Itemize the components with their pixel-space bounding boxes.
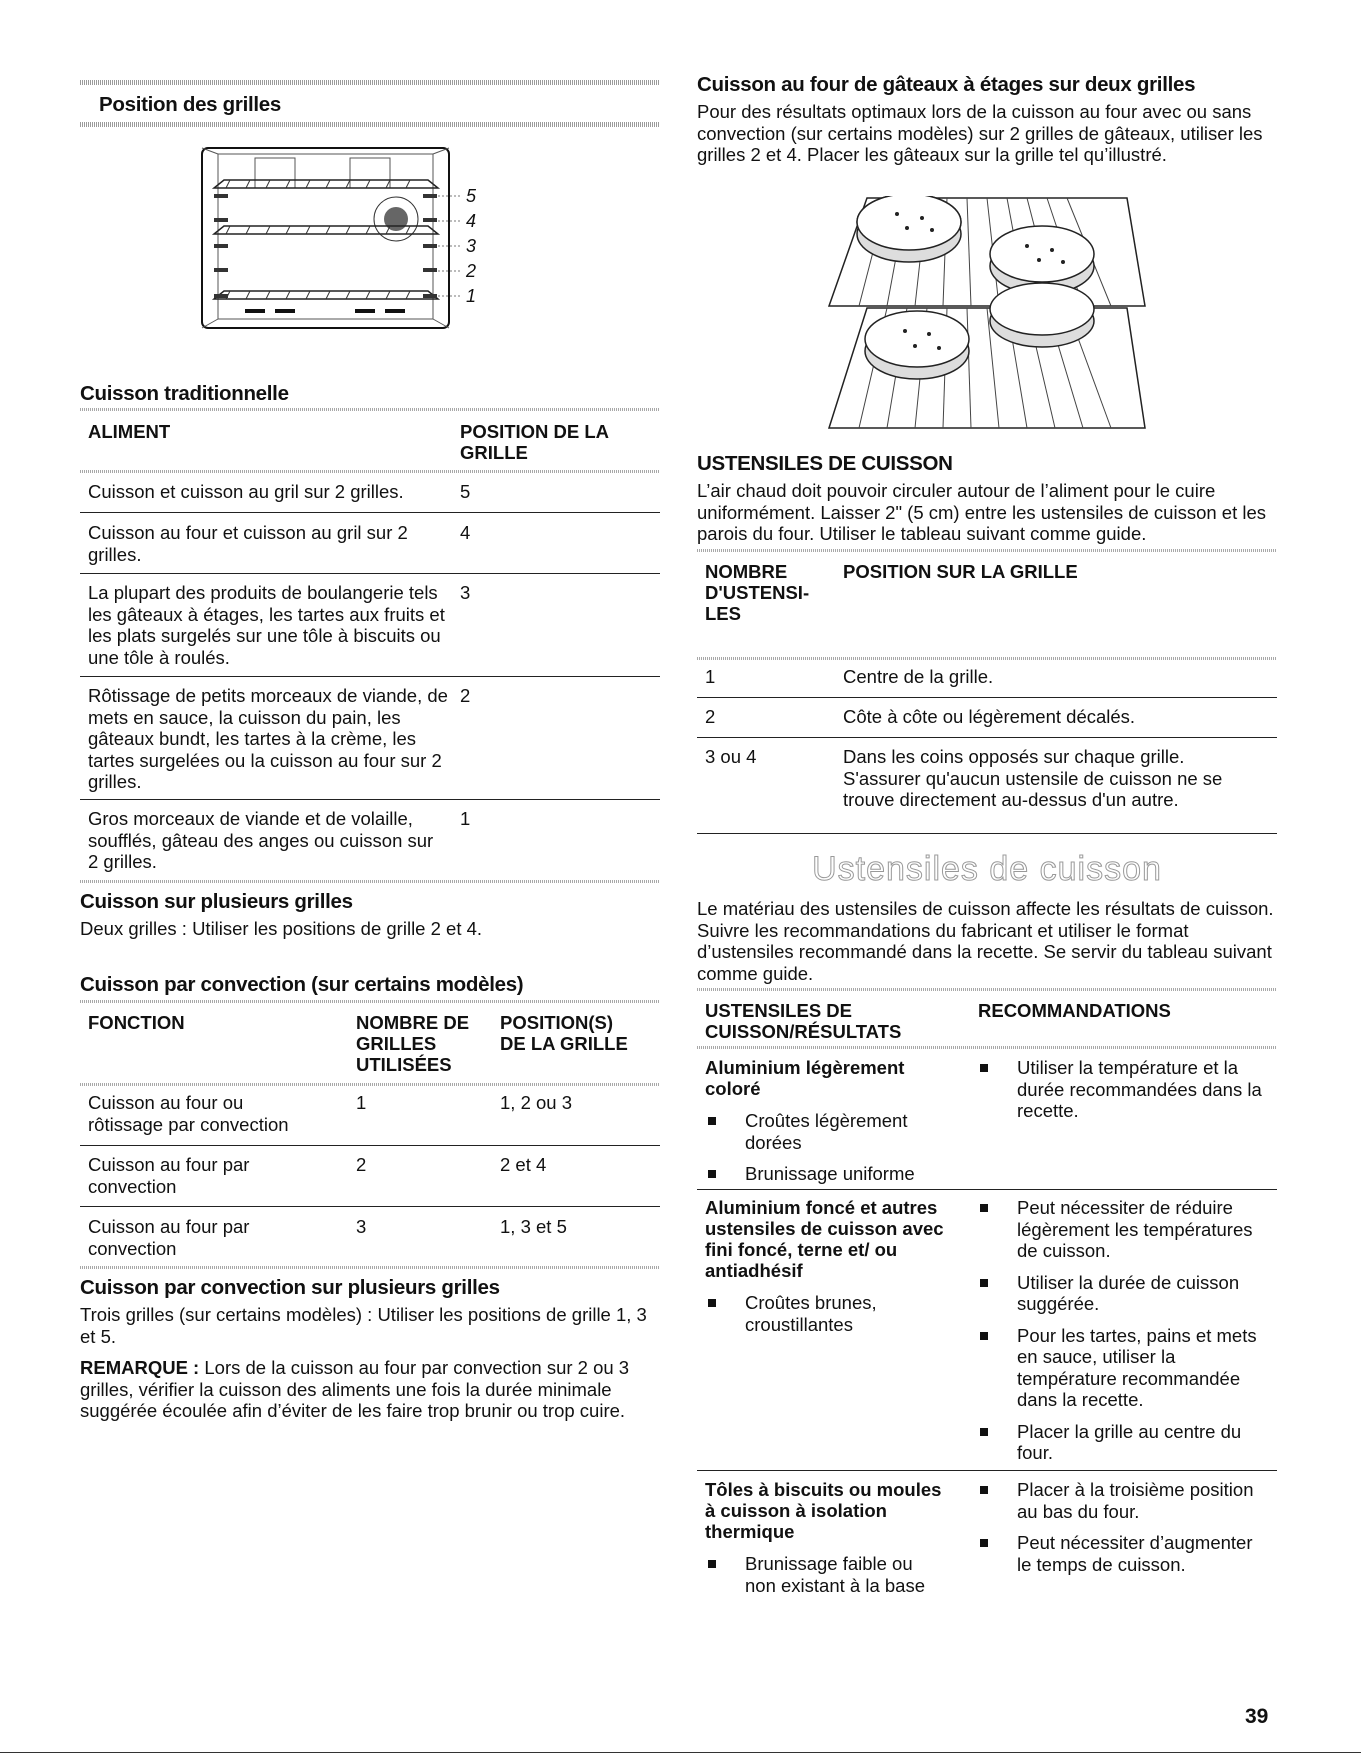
rack-numbers xyxy=(466,184,486,309)
recommendation-item: Peut nécessiter d’augmenter le temps de cuisson. xyxy=(977,1532,1267,1575)
result-item: Brunissage uniforme xyxy=(705,1163,945,1185)
multi-rack-text: Deux grilles : Utiliser les positions de grille 2 et 4. xyxy=(80,918,483,939)
divider xyxy=(697,549,1277,552)
table-cell-count: 1 xyxy=(705,666,716,687)
table-cell-position: Centre de la grille. xyxy=(843,666,994,687)
bakeware-title: Ustensiles de cuisson xyxy=(812,850,1162,888)
table-row-divider xyxy=(80,799,660,800)
table-cell-food: Gros morceaux de viande et de volaille, soufflés, gâteau des anges ou cuisson sur 2 grilles. xyxy=(88,808,434,872)
convection-title: Cuisson par convection (sur certains modèles) xyxy=(80,973,524,996)
table-cell-position: 1 xyxy=(460,808,471,829)
table-row-divider xyxy=(697,833,1277,834)
table-cell-rack-count: 2 xyxy=(356,1154,367,1175)
bakeware-name: Aluminium foncé et autres ustensiles de cuisson avec fini foncé, terne et/ ou antiadhésif xyxy=(705,1197,944,1281)
table-row-divider xyxy=(697,737,1277,738)
recommendation-item: Placer à la troisième position au bas du four. xyxy=(977,1479,1267,1522)
rack-number: 3 xyxy=(466,236,477,256)
divider xyxy=(697,1046,1277,1049)
table-cell-position: 2 xyxy=(460,685,471,706)
divider xyxy=(80,408,660,411)
table-cell-rack-count: 1 xyxy=(356,1092,367,1113)
table-cell-rack-positions: 1, 3 et 5 xyxy=(500,1216,567,1237)
table-row-divider xyxy=(697,1470,1277,1471)
table-row-divider xyxy=(80,512,660,513)
table-header-cookware-count: NOMBRE D'USTENSI- LES xyxy=(705,561,810,624)
table-cell-count: 3 ou 4 xyxy=(705,746,757,767)
layer-cakes-text: Pour des résultats optimaux lors de la cuisson au four avec ou sans convection (sur certains modèles) sur 2 grilles de gâteaux, utiliser les grilles 2 et 4. Placer les gâteaux sur la grille tel qu’illustré. xyxy=(697,101,1263,165)
table-cell-rack-positions: 2 et 4 xyxy=(500,1154,547,1175)
cookware-title: USTENSILES DE CUISSON xyxy=(697,452,953,475)
table-cell-rack-count: 3 xyxy=(356,1216,367,1237)
page-number: 39 xyxy=(1245,1705,1269,1728)
recommendation-item: Peut nécessiter de réduire légèrement les températures de cuisson. xyxy=(977,1197,1267,1262)
divider xyxy=(697,988,1277,991)
recommendation-item: Utiliser la durée de cuisson suggérée. xyxy=(977,1272,1267,1315)
table-header-rack-position: POSITION SUR LA GRILLE xyxy=(843,561,1078,582)
table-cell-food: La plupart des produits de boulangerie tels les gâteaux à étages, les tartes aux fruits et les plats surgelés sur une tôle à biscuits ou une tôle à roulés. xyxy=(88,582,445,668)
table-header-bakeware: USTENSILES DE CUISSON/RÉSULTATS xyxy=(705,1000,902,1042)
rack-position-title: Position des grilles xyxy=(99,93,281,116)
table-cell-count: 2 xyxy=(705,706,716,727)
convection-multi-rack-text: Trois grilles (sur certains modèles) : Utiliser les positions de grille 1, 3 et 5. xyxy=(80,1304,647,1347)
bakeware-results xyxy=(705,1110,945,1185)
bakeware-text: Le matériau des ustensiles de cuisson affecte les résultats de cuisson. Suivre les recommandations du fabricant et utiliser le format d’ustensiles recommandé dans la recette. Se servir du tableau suivant comme guide. xyxy=(697,898,1274,984)
result-item: Brunissage faible ou non existant à la base xyxy=(705,1553,945,1596)
divider xyxy=(80,880,660,883)
bakeware-results xyxy=(705,1292,945,1335)
table-cell-food: Cuisson et cuisson au gril sur 2 grilles. xyxy=(88,481,404,502)
table-cell-food: Cuisson au four et cuisson au gril sur 2 grilles. xyxy=(88,522,408,565)
divider xyxy=(80,1083,660,1086)
cakes-on-racks-illustration xyxy=(827,196,1147,436)
convection-multi-rack-title: Cuisson par convection sur plusieurs grilles xyxy=(80,1276,500,1299)
table-header-rack-positions: POSITION(S) DE LA GRILLE xyxy=(500,1012,628,1054)
bakeware-name: Aluminium légèrement coloré xyxy=(705,1057,905,1099)
table-cell-position: 4 xyxy=(460,522,471,543)
table-row-divider xyxy=(80,676,660,677)
table-cell-function: Cuisson au four par convection xyxy=(88,1216,250,1259)
divider xyxy=(697,657,1277,660)
result-item: Croûtes légèrement dorées xyxy=(705,1110,945,1153)
table-cell-food: Rôtissage de petits morceaux de viande, de mets en sauce, la cuisson du pain, les gâteaux bundt, les tartes à la crème, les tartes surgelées ou la cuisson au four sur 2 grilles. xyxy=(88,685,448,792)
table-row-divider xyxy=(697,697,1277,698)
table-row-divider xyxy=(697,1189,1277,1190)
table-cell-rack-positions: 1, 2 ou 3 xyxy=(500,1092,573,1113)
table-header-food: ALIMENT xyxy=(88,421,171,442)
result-item: Croûtes brunes, croustillantes xyxy=(705,1292,945,1335)
table-row-divider xyxy=(80,1145,660,1146)
table-header-recommendations: RECOMMANDATIONS xyxy=(978,1000,1171,1021)
bakeware-recommendations xyxy=(977,1479,1267,1575)
layer-cakes-title: Cuisson au four de gâteaux à étages sur deux grilles xyxy=(697,73,1196,96)
table-cell-function: Cuisson au four par convection xyxy=(88,1154,250,1197)
recommendation-item: Placer la grille au centre du four. xyxy=(977,1421,1267,1464)
table-cell-position: 3 xyxy=(460,582,471,603)
traditional-baking-title: Cuisson traditionnelle xyxy=(80,382,289,405)
table-row-divider xyxy=(80,1206,660,1207)
divider xyxy=(80,1000,660,1003)
table-cell-function: Cuisson au four ou rôtissage par convection xyxy=(88,1092,289,1135)
multi-rack-title: Cuisson sur plusieurs grilles xyxy=(80,890,353,913)
note-label: REMARQUE : xyxy=(80,1357,200,1378)
note-paragraph xyxy=(80,1357,660,1422)
table-cell-position: 5 xyxy=(460,481,471,502)
table-cell-position: Côte à côte ou légèrement décalés. xyxy=(843,706,1136,727)
recommendation-item: Pour les tartes, pains et mets en sauce, utiliser la température recommandée dans la recette. xyxy=(977,1325,1267,1411)
divider xyxy=(80,1266,660,1269)
table-row-divider xyxy=(80,573,660,574)
rack-number: 4 xyxy=(466,211,477,231)
divider xyxy=(80,80,660,85)
rack-number: 5 xyxy=(466,186,477,206)
page-bottom-rule xyxy=(0,1752,1361,1753)
table-cell-position: Dans les coins opposés sur chaque grille. S'assurer qu'aucun ustensile de cuisson ne se trouve directement au-dessus d'un autre. xyxy=(843,746,1223,810)
divider xyxy=(80,470,660,473)
bakeware-name: Tôles à biscuits ou moules à cuisson à isolation thermique xyxy=(705,1479,942,1542)
table-header-rack-count: NOMBRE DE GRILLES UTILISÉES xyxy=(356,1012,470,1075)
bakeware-recommendations xyxy=(977,1197,1267,1464)
divider xyxy=(80,122,660,127)
rack-number: 1 xyxy=(466,286,477,306)
table-header-rack-position: POSITION DE LA GRILLE xyxy=(460,421,609,463)
note-text: Lors de la cuisson au four par convection sur 2 ou 3 grilles, vérifier la cuisson des aliments une fois la durée minimale suggérée écoulée afin d’éviter de les faire trop brunir ou trop cuire. xyxy=(80,1357,630,1421)
rack-number: 2 xyxy=(466,261,477,281)
table-header-function: FONCTION xyxy=(88,1012,185,1033)
cookware-text: L’air chaud doit pouvoir circuler autour de l’aliment pour le cuire uniformément. Laisser 2" (5 cm) entre les ustensiles de cuisson et les parois du four. Utiliser le tableau suivant comme guide. xyxy=(697,480,1267,544)
oven-rack-illustration xyxy=(200,146,540,336)
bakeware-recommendations xyxy=(977,1057,1267,1122)
recommendation-item: Utiliser la température et la durée recommandées dans la recette. xyxy=(977,1057,1267,1122)
bakeware-results xyxy=(705,1553,945,1596)
